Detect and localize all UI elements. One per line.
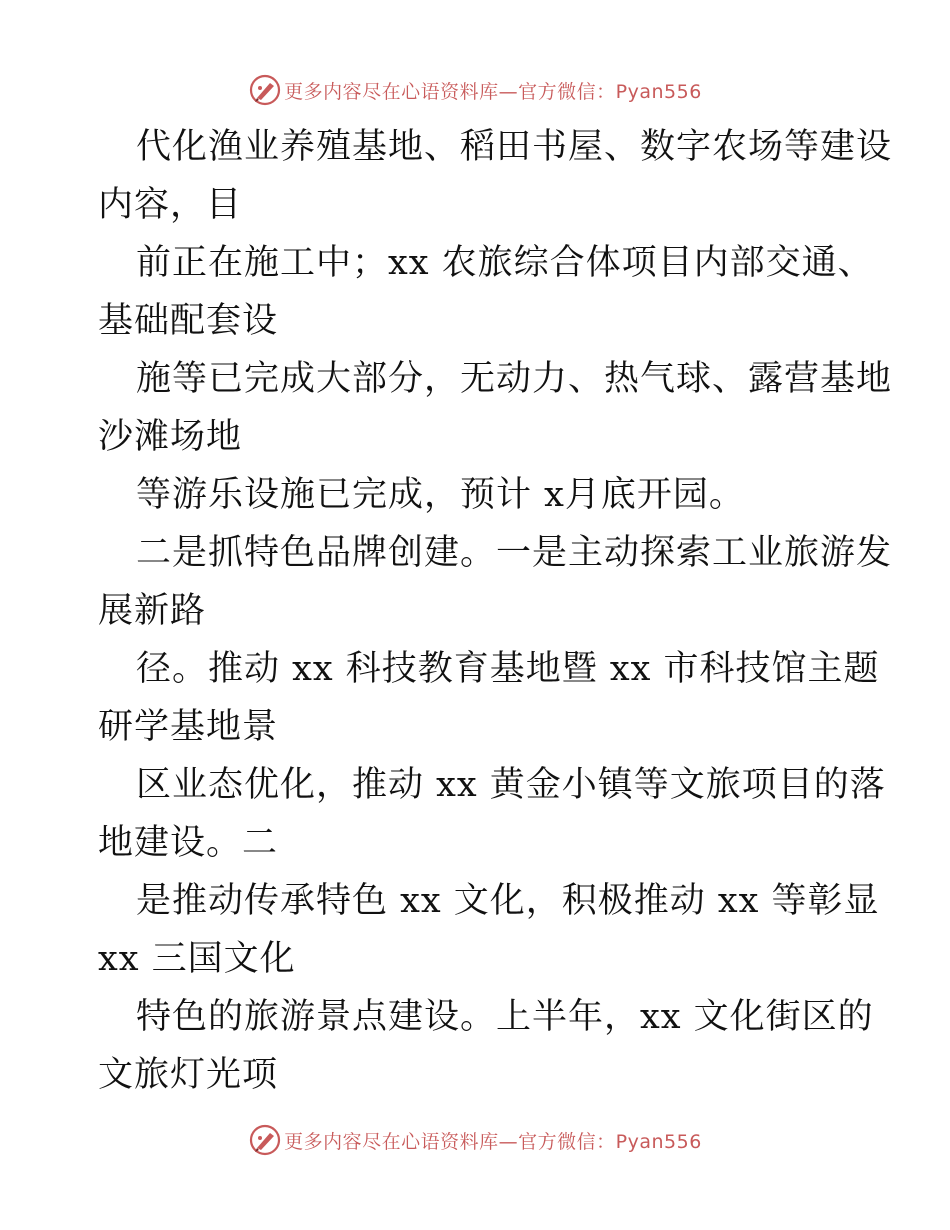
text-line: 代化渔业养殖基地、稻田书屋、数字农场等建设: [136, 127, 893, 167]
text-line: 基础配套设: [98, 301, 279, 341]
watermark-text: 更多内容尽在心语资料库—官方微信：Pyan556: [284, 1130, 702, 1153]
text-line: 研学基地景: [98, 707, 279, 747]
text-line: 区业态优化，推动 xx 黄金小镇等文旅项目的落: [136, 765, 886, 805]
text-line: 文旅灯光项: [98, 1055, 279, 1095]
pen-logo-icon: [248, 1123, 282, 1157]
text-line: 展新路: [98, 591, 207, 631]
watermark-text: 更多内容尽在心语资料库—官方微信：Pyan556: [284, 80, 702, 103]
text-line: 径。推动 xx 科技教育基地暨 xx 市科技馆主题: [136, 649, 880, 689]
text-line: xx 三国文化: [98, 939, 296, 979]
text-line: 施等已完成大部分，无动力、热气球、露营基地: [136, 359, 893, 399]
document-body: [98, 118, 893, 1104]
footer-watermark: [0, 1120, 950, 1160]
text-line: 等游乐设施已完成，预计 x月底开园。: [136, 475, 745, 515]
header-watermark: [0, 70, 950, 110]
text-line: 前正在施工中；xx 农旅综合体项目内部交通、: [136, 243, 874, 283]
text-line: 二是抓特色品牌创建。一是主动探索工业旅游发: [136, 533, 893, 573]
text-line: 地建设。二: [98, 823, 279, 863]
text-line: 是推动传承特色 xx 文化，积极推动 xx 等彰显: [136, 881, 880, 921]
text-line: 特色的旅游景点建设。上半年，xx 文化街区的: [136, 997, 874, 1037]
text-line: 沙滩场地: [98, 417, 243, 457]
pen-logo-icon: [248, 73, 282, 107]
text-line: 内容，目: [98, 185, 243, 225]
